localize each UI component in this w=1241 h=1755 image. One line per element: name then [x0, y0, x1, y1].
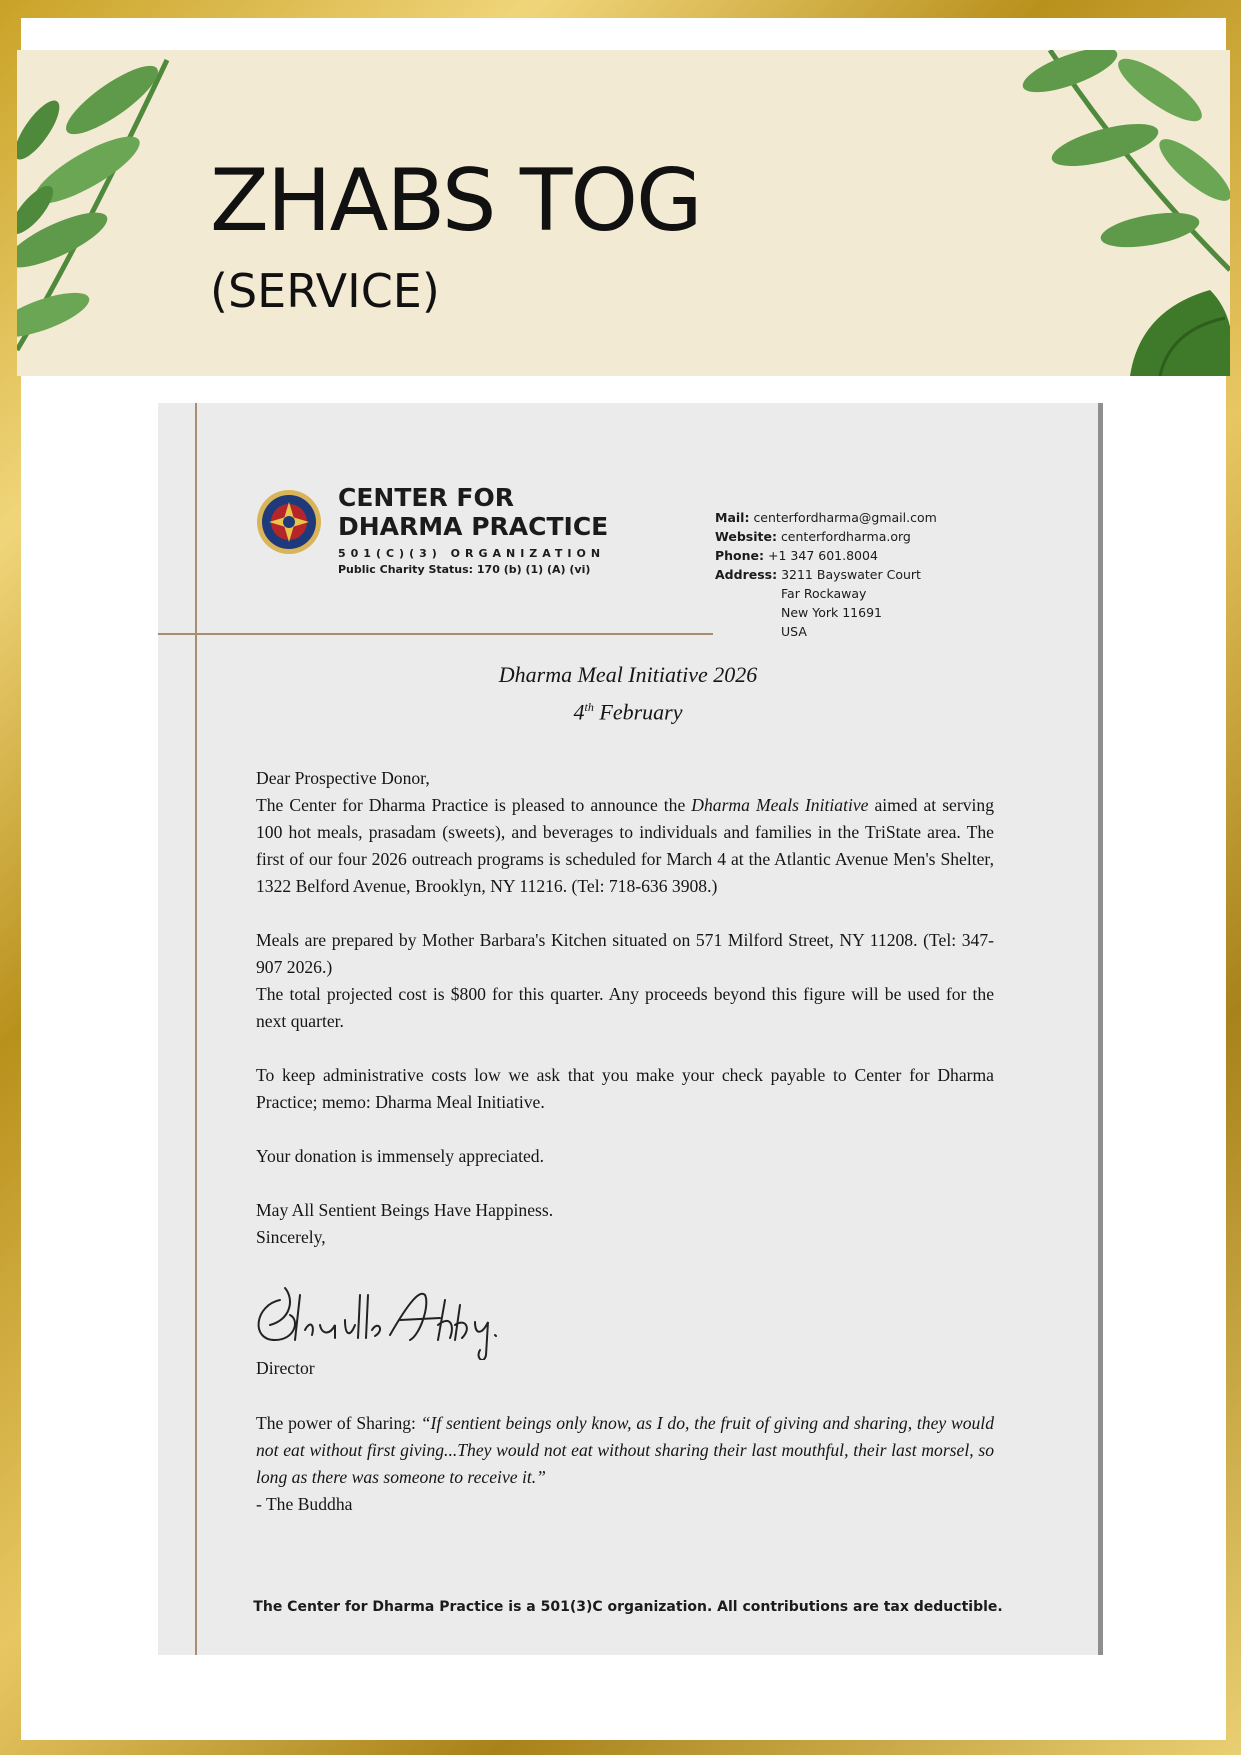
address-label: Address: — [715, 567, 778, 582]
page-subtitle: (SERVICE) — [210, 264, 440, 318]
page-title: ZHABS TOG — [210, 151, 701, 251]
buddha-quote — [256, 1410, 994, 1518]
leaf-decoration-left-icon — [17, 50, 187, 376]
salutation: Dear Prospective Donor, — [256, 768, 430, 788]
letter-date: 4th February — [573, 699, 683, 725]
header-banner — [17, 50, 1230, 376]
org-name — [338, 483, 608, 541]
paragraph-intro: The Center for Dharma Practice is pleased to announce the Dharma Meals Initiative aimed at serving 100 hot meals, prasadam (sweets), and beverages to individuals and families in the TriState area. The first of our four 2026 outreach programs is scheduled for March 4 at the Atlantic Avenue Men's Shelter, 1322 Belford Avenue, Brooklyn, NY 11216. (Tel: 718-636 3908.) — [256, 795, 994, 896]
paragraph-blessing: May All Sentient Beings Have Happiness. — [256, 1200, 554, 1220]
address-line4: USA — [781, 624, 807, 639]
website-label: Website: — [715, 529, 777, 544]
contact-block — [715, 508, 937, 641]
org-status: Public Charity Status: 170 (b) (1) (A) (vi) — [338, 563, 591, 576]
phone-label: Phone: — [715, 548, 765, 563]
mail-value[interactable]: centerfordharma@gmail.com — [753, 510, 937, 525]
margin-rule-vertical — [195, 403, 197, 1655]
org-type: 501(C)(3) ORGANIZATION — [338, 547, 606, 560]
quote-author: - The Buddha — [256, 1494, 353, 1514]
paragraph-kitchen: Meals are prepared by Mother Barbara's Kitchen situated on 571 Milford Street, NY 11208. (Tel: 347- 907 2026.) — [256, 930, 994, 977]
letter-document — [158, 403, 1103, 1655]
signature-image — [250, 1280, 520, 1360]
quote-lead: The power of Sharing: — [256, 1413, 416, 1433]
quote-text: “If sentient beings only know, as I do, the fruit of giving and sharing, they would not eat without first giving...They would not eat without sharing their last mouthful, their last morsel, so long as there was someone to receive it.” — [256, 1413, 994, 1487]
letter-body — [256, 765, 994, 1251]
page-frame — [21, 18, 1226, 1740]
header-rule-horizontal — [158, 633, 713, 635]
leaf-decoration-right-icon — [1010, 50, 1230, 376]
paragraph-cost: The total projected cost is $800 for this quarter. Any proceeds beyond this figure will be used for the next quarter. — [256, 984, 994, 1031]
letter-footer: The Center for Dharma Practice is a 501(3)C organization. All contributions are tax deductible. — [253, 1599, 1003, 1615]
letter-heading — [158, 659, 1098, 728]
website-value[interactable]: centerfordharma.org — [780, 529, 911, 544]
letter-title: Dharma Meal Initiative 2026 — [498, 662, 758, 687]
org-name-line2: DHARMA PRACTICE — [338, 512, 609, 541]
address-line3: New York 11691 — [781, 605, 882, 620]
signer-role: Director — [256, 1358, 315, 1378]
paragraph-thanks: Your donation is immensely appreciated. — [256, 1146, 544, 1166]
org-name-line1: CENTER FOR — [338, 483, 515, 512]
address-line1: 3211 Bayswater Court — [781, 567, 921, 582]
paragraph-check: To keep administrative costs low we ask that you make your check payable to Center for Dharma Practice; memo: Dharma Meal Initiative. — [256, 1065, 994, 1112]
mail-label: Mail: — [715, 510, 750, 525]
phone-value: +1 347 601.8004 — [768, 548, 878, 563]
address-line2: Far Rockaway — [781, 586, 867, 601]
org-logo-icon — [255, 488, 323, 556]
closing: Sincerely, — [256, 1227, 326, 1247]
